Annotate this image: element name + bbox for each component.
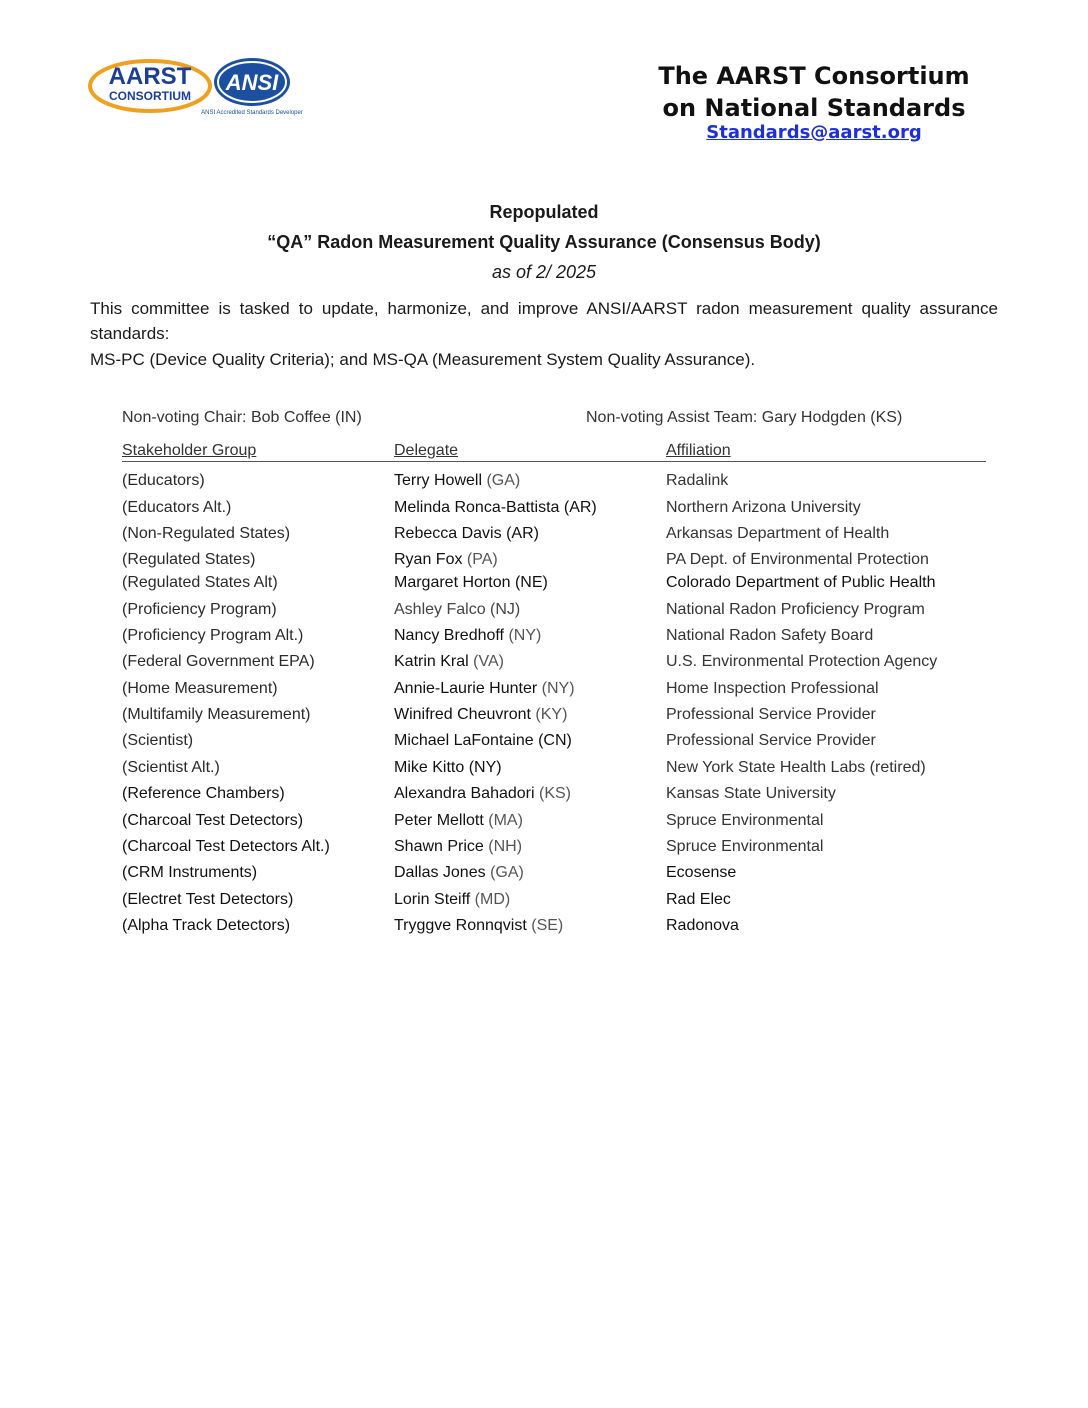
delegate-name: Rebecca Davis [394, 525, 502, 542]
delegate [394, 472, 520, 490]
assist-team-label: Non-voting Assist Team: Gary Hodgden (KS) [586, 409, 903, 426]
delegate-name: Mike Kitto [394, 759, 465, 776]
stakeholder-group: (Charcoal Test Detectors) [122, 812, 304, 829]
delegate [394, 653, 504, 671]
stakeholder-group: (Scientist) [122, 732, 194, 749]
affiliation: National Radon Safety Board [666, 627, 874, 644]
delegate-state: (NY) [468, 759, 502, 776]
aarst-ansi-logo [88, 56, 308, 118]
delegate-state: (KY) [535, 706, 568, 723]
delegate-state: (VA) [473, 653, 504, 670]
delegate-state: (AR) [506, 525, 539, 542]
stakeholder-group: (Educators) [122, 472, 205, 489]
delegate-state: (NY) [508, 627, 542, 644]
table-row [122, 812, 986, 836]
delegate-name: Ashley Falco [394, 601, 486, 618]
table-row [122, 917, 986, 941]
stakeholder-group: (Multifamily Measurement) [122, 706, 311, 723]
affiliation: Radalink [666, 472, 729, 489]
delegate-name: Lorin Steiff [394, 891, 471, 908]
affiliation: Professional Service Provider [666, 706, 876, 723]
delegate-name: Katrin Kral [394, 653, 469, 670]
affiliation: U.S. Environmental Protection Agency [666, 653, 938, 670]
chair-label: Non-voting Chair: Bob Coffee (IN) [122, 409, 362, 426]
affiliation: Kansas State University [666, 785, 836, 802]
affiliation: New York State Health Labs (retired) [666, 759, 926, 776]
stakeholder-group: (Home Measurement) [122, 680, 278, 697]
delegate-state: (CN) [538, 732, 572, 749]
table-row [122, 864, 986, 888]
stakeholder-group: (Non-Regulated States) [122, 525, 291, 542]
delegate-name: Alexandra Bahadori [394, 785, 535, 802]
delegate-state: (NH) [488, 838, 523, 855]
affiliation: Professional Service Provider [666, 732, 876, 749]
stakeholder-group: (Federal Government EPA) [122, 653, 315, 670]
standards-line: MS-PC (Device Quality Criteria); and MS-QA (Measurement System Quality Assurance). [90, 350, 756, 369]
affiliation: Ecosense [666, 864, 737, 881]
table-row [122, 627, 986, 651]
delegate [394, 838, 522, 856]
delegate-name: Terry Howell [394, 472, 483, 489]
delegate [394, 680, 575, 698]
delegate-name: Tryggve Ronnqvist [394, 917, 527, 934]
delegate [394, 627, 541, 645]
delegate [394, 574, 548, 592]
delegate [394, 891, 510, 909]
stakeholder-group: (Regulated States Alt) [122, 574, 278, 591]
affiliation: Spruce Environmental [666, 838, 824, 855]
affiliation: PA Dept. of Environmental Protection [666, 551, 929, 568]
table-row [122, 601, 986, 625]
table-row [122, 759, 986, 783]
delegate-name: Michael LaFontaine [394, 732, 534, 749]
header-affiliation: Affiliation [666, 442, 731, 459]
org-title-line1: The AARST Consortium [658, 62, 970, 90]
affiliation: Home Inspection Professional [666, 680, 879, 697]
delegate-state: (PA) [466, 551, 498, 568]
doc-title-repopulated: Repopulated [489, 202, 599, 222]
table-row [122, 706, 986, 730]
stakeholder-group: (Electret Test Detectors) [122, 891, 294, 908]
table-header [122, 442, 986, 462]
delegate [394, 812, 523, 830]
delegate-name: Annie-Laurie Hunter [394, 680, 538, 697]
delegate-name: Melinda Ronca-Battista [394, 499, 560, 516]
stakeholder-group: (Regulated States) [122, 551, 256, 568]
delegate [394, 601, 520, 619]
affiliation: Northern Arizona University [666, 499, 861, 516]
org-title [644, 60, 984, 124]
affiliation: Colorado Department of Public Health [666, 574, 936, 591]
table-row [122, 499, 986, 523]
aarst-logo-text: AARST [108, 63, 192, 90]
table-row [122, 525, 986, 549]
table-row [122, 551, 986, 575]
org-email [644, 122, 984, 143]
delegate [394, 917, 563, 935]
affiliation: Rad Elec [666, 891, 731, 908]
header-stakeholder-group: Stakeholder Group [122, 442, 257, 459]
delegate-state: (GA) [486, 472, 521, 489]
delegate-state: (NE) [514, 574, 548, 591]
stakeholder-group: (Proficiency Program Alt.) [122, 627, 304, 644]
org-title-line2: on National Standards [662, 94, 966, 122]
ansi-logo-text: ANSI [225, 70, 279, 95]
stakeholder-group: (Educators Alt.) [122, 499, 232, 516]
table-row [122, 680, 986, 704]
delegate-state: (MA) [488, 812, 523, 829]
delegate [394, 732, 572, 750]
delegate-name: Nancy Bredhoff [394, 627, 504, 644]
stakeholder-group: (Reference Chambers) [122, 785, 285, 802]
table-row [122, 472, 986, 496]
delegate-state: (AR) [563, 499, 597, 516]
logo-group [88, 56, 308, 118]
delegate-state: (KS) [539, 785, 571, 802]
email-link[interactable]: Standards@aarst.org [706, 122, 922, 143]
table-row [122, 891, 986, 915]
intro-paragraph: This committee is tasked to update, harmonize, and improve ANSI/AARST radon measurement quality assurance standards: [90, 299, 998, 343]
ansi-caption: ANSI Accredited Standards Developer [201, 110, 303, 116]
delegate [394, 864, 524, 882]
table-row [122, 653, 986, 677]
doc-title-committee: “QA” Radon Measurement Quality Assurance (Consensus Body) [267, 232, 821, 252]
table-row [122, 732, 986, 756]
delegate [394, 525, 539, 543]
stakeholder-group: (Charcoal Test Detectors Alt.) [122, 838, 330, 855]
table-row [122, 785, 986, 809]
header-delegate: Delegate [394, 442, 459, 459]
affiliation: National Radon Proficiency Program [666, 601, 925, 618]
table-row [122, 574, 986, 598]
delegate-state: (GA) [490, 864, 524, 881]
stakeholder-group: (CRM Instruments) [122, 864, 258, 881]
table-row [122, 838, 986, 862]
delegate-name: Dallas Jones [394, 864, 486, 881]
delegate [394, 706, 567, 724]
delegate [394, 759, 502, 777]
delegate [394, 551, 498, 569]
affiliation: Arkansas Department of Health [666, 525, 890, 542]
stakeholder-group: (Proficiency Program) [122, 601, 277, 618]
doc-date: as of 2/ 2025 [491, 262, 597, 282]
delegate-state: (MD) [474, 891, 511, 908]
delegate-state: (NJ) [490, 601, 521, 618]
delegate-name: Shawn Price [394, 838, 484, 855]
delegate [394, 499, 597, 517]
delegate-name: Winifred Cheuvront [394, 706, 531, 723]
stakeholder-group: (Scientist Alt.) [122, 759, 220, 776]
delegate-name: Peter Mellott [394, 812, 484, 829]
delegate [394, 785, 571, 803]
affiliation: Spruce Environmental [666, 812, 824, 829]
delegate-state: (SE) [531, 917, 564, 934]
affiliation: Radonova [666, 917, 739, 934]
delegate-name: Ryan Fox [394, 551, 463, 568]
roster-table [122, 442, 986, 934]
stakeholder-group: (Alpha Track Detectors) [122, 917, 291, 934]
delegate-state: (NY) [541, 680, 575, 697]
delegate-name: Margaret Horton [394, 574, 511, 591]
consortium-logo-text: CONSORTIUM [109, 89, 191, 103]
